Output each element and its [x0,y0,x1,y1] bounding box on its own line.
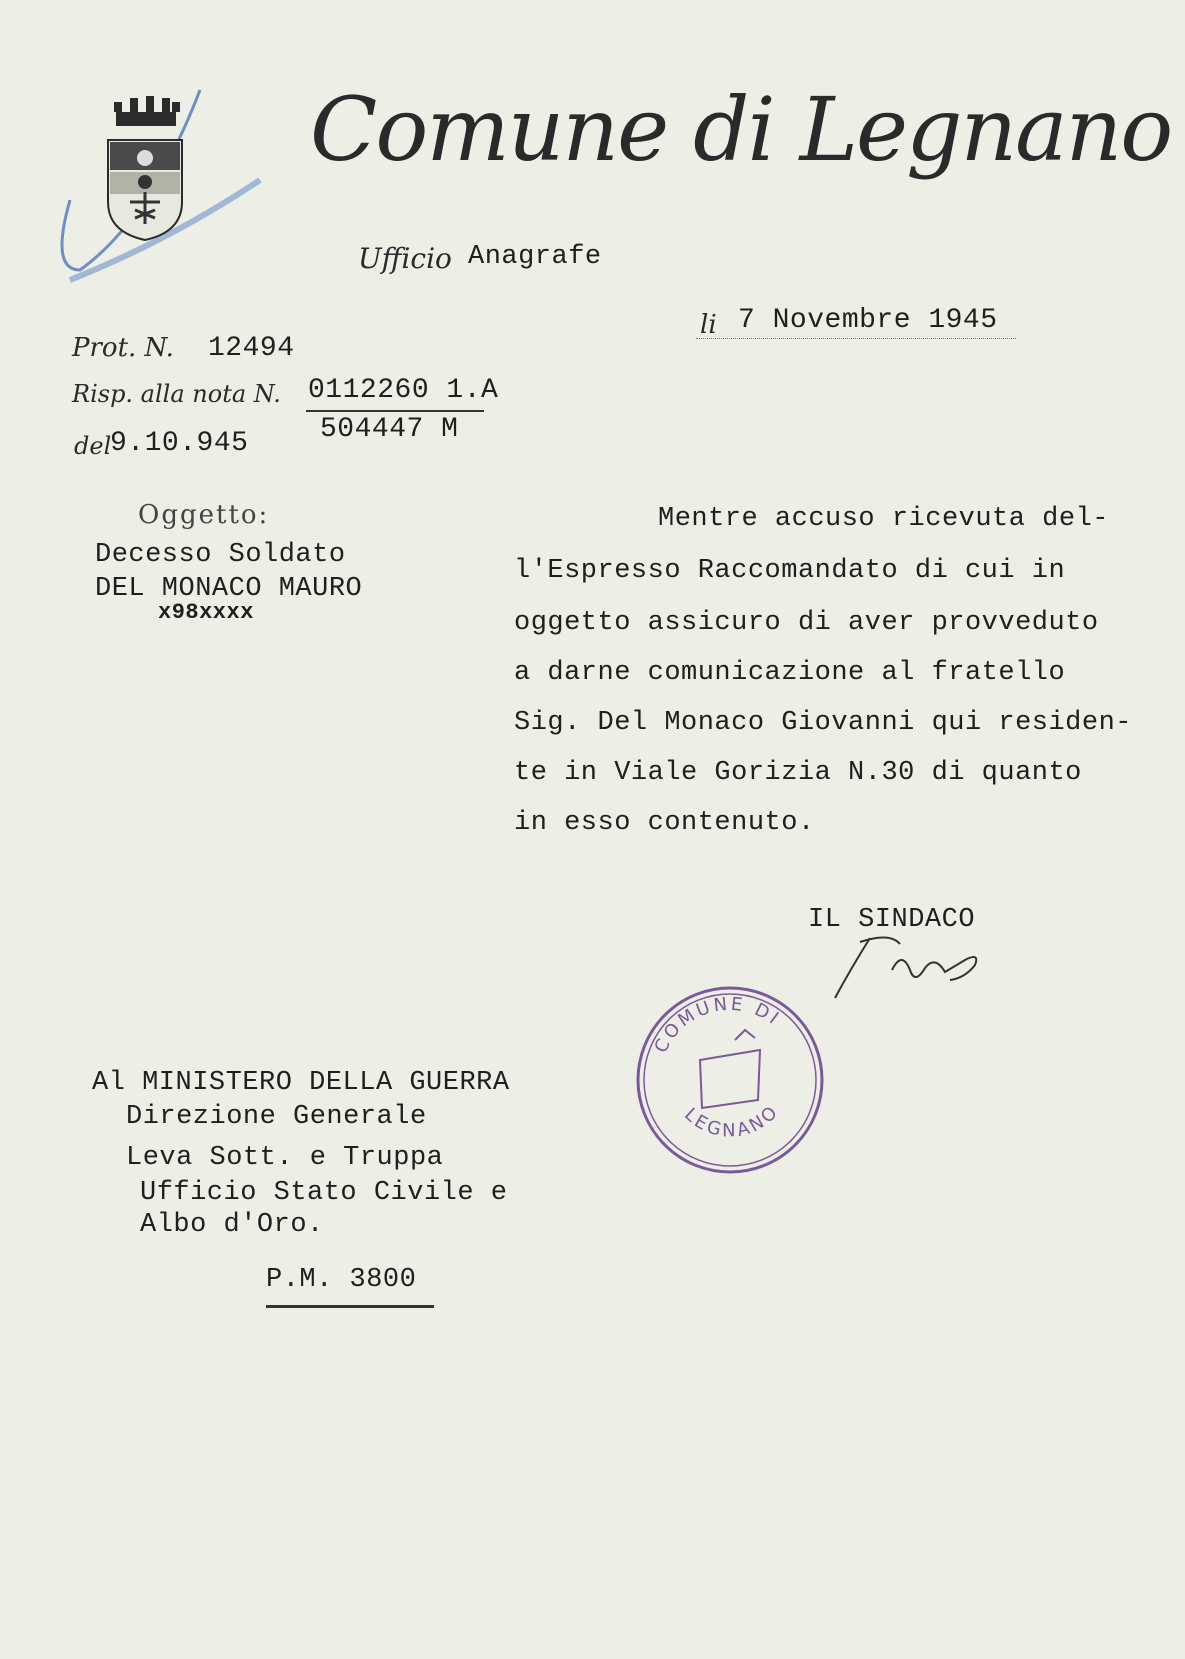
body-line-6: te in Viale Gorizia N.30 di quanto [514,758,1082,788]
signatory-title: IL SINDACO [808,905,976,935]
addressee-line-1: Al MINISTERO DELLA GUERRA [92,1068,510,1098]
letter-date: 7 Novembre 1945 [738,305,998,336]
addressee-line-5: Albo d'Oro. [140,1210,324,1240]
addressee-line-6: P.M. 3800 [266,1265,417,1295]
protocol-number: 12494 [208,333,295,364]
reply-number-1: 0112260 1.A [308,375,499,406]
body-line-1: Mentre accuso ricevuta del- [658,504,1109,534]
del-label: del [74,432,112,460]
body-line-5: Sig. Del Monaco Giovanni qui residen- [514,708,1132,738]
handwritten-signature [830,930,990,1005]
body-line-2: l'Espresso Raccomandato di cui in [514,556,1066,586]
subject-line-3: x98xxxx [158,600,254,625]
stamp-text-top: COMUNE DI [650,993,785,1057]
reply-rule [306,410,484,412]
reply-label: Risp. alla nota N. [72,380,281,408]
svg-text:COMUNE DI [650,994,784,1057]
subject-label: Oggetto: [138,500,270,530]
pm-underline [266,1305,434,1308]
municipality-title: Comune di Legnano [310,78,1172,181]
reply-number-2: 504447 M [320,414,459,445]
office-prefix: Ufficio [358,242,452,275]
coat-of-arms-icon [100,92,190,247]
svg-text:LEGNANO [680,1101,784,1142]
date-prefix: li [700,310,717,340]
municipal-stamp [630,980,830,1180]
subject-line-2: DEL MONACO MAURO [95,574,363,604]
body-line-3: oggetto assicuro di aver provveduto [514,608,1099,638]
stamp-text-bottom: LEGNANO [680,1100,784,1142]
date-rule [696,338,1016,339]
del-date: 9.10.945 [110,428,249,459]
addressee-line-2: Direzione Generale [126,1102,427,1132]
body-line-4: a darne comunicazione al fratello [514,658,1066,688]
addressee-line-3: Leva Sott. e Truppa [126,1143,444,1173]
subject-line-1: Decesso Soldato [95,540,346,570]
office-name: Anagrafe [468,242,602,272]
body-line-7: in esso contenuto. [514,808,815,838]
addressee-line-4: Ufficio Stato Civile e [140,1178,508,1208]
protocol-label: Prot. N. [72,333,174,363]
